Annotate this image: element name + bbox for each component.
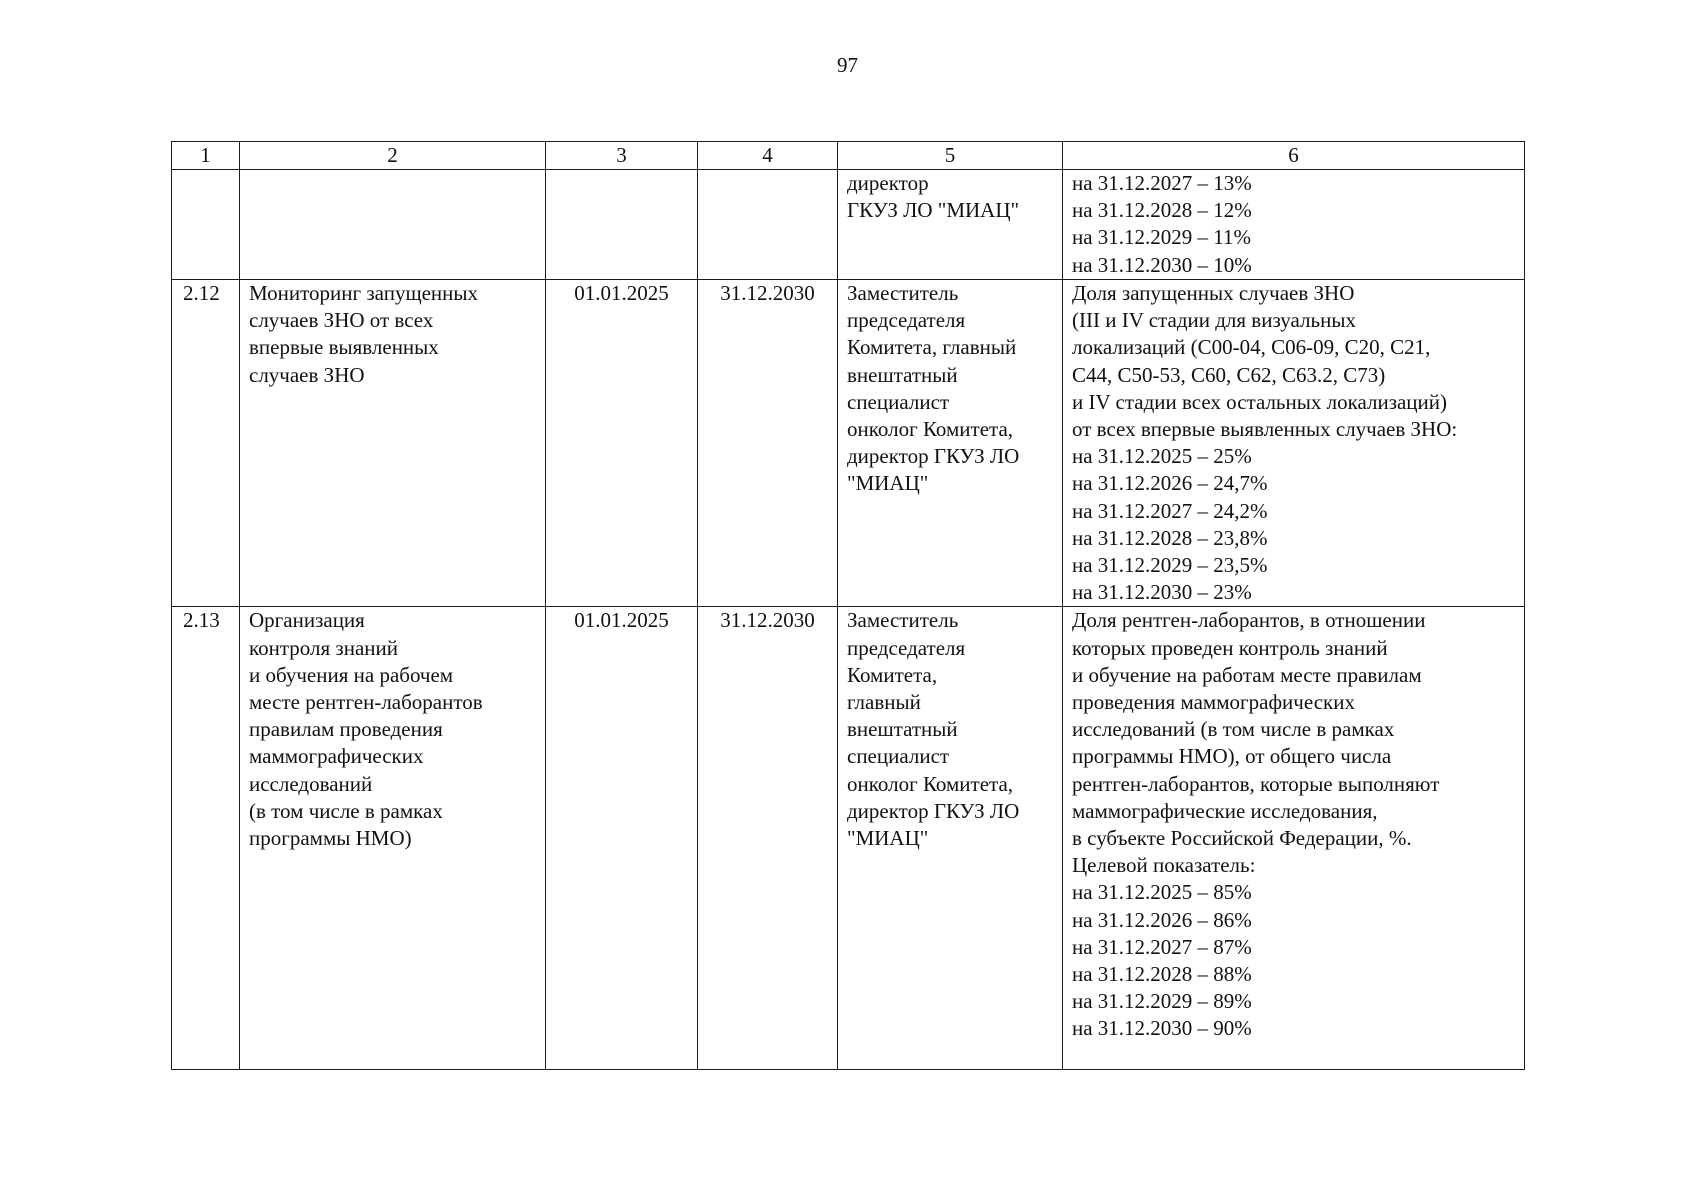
- text-line: на 31.12.2029 – 89%: [1072, 989, 1252, 1014]
- text-line: и обучение на работам месте правилам: [1072, 662, 1422, 687]
- text-line: Комитета, главный: [847, 335, 1017, 360]
- text-line: рентген-лаборантов, которые выполняют: [1072, 771, 1440, 796]
- text-line: директор ГКУЗ ЛО: [847, 444, 1020, 469]
- cell-end-date: 31.12.2030: [698, 280, 838, 607]
- measures-table: [171, 141, 1525, 1070]
- text-line: на 31.12.2030 – 10%: [1072, 252, 1252, 277]
- cell-end-date: [698, 170, 838, 280]
- text-line: программы НМО), от общего числа: [1072, 744, 1392, 769]
- text-line: на 31.12.2026 – 86%: [1072, 907, 1252, 932]
- text-line: на 31.12.2028 – 12%: [1072, 198, 1252, 223]
- text-line: на 31.12.2026 – 24,7%: [1072, 471, 1268, 496]
- text-line: "МИАЦ": [847, 826, 929, 851]
- cell-start-date: 01.01.2025: [546, 607, 698, 1070]
- cell-indicator: [1063, 607, 1525, 1070]
- cell-end-date: 31.12.2030: [698, 607, 838, 1070]
- text-line: Организация: [249, 608, 365, 633]
- cell-responsible: [838, 170, 1063, 280]
- text-line: Мониторинг запущенных: [249, 281, 479, 305]
- text-line: исследований: [249, 771, 373, 796]
- text-line: и обучения на рабочем: [249, 662, 454, 687]
- text-line: на 31.12.2027 – 13%: [1072, 171, 1252, 195]
- text-line: председателя: [847, 635, 966, 660]
- text-line: председателя: [847, 308, 966, 333]
- text-line: Заместитель: [847, 281, 959, 305]
- text-line: директор: [847, 171, 929, 195]
- column-header: 1: [172, 142, 240, 170]
- text-line: онколог Комитета,: [847, 771, 1014, 796]
- text-line: Целевой показатель:: [1072, 853, 1256, 878]
- text-line: на 31.12.2025 – 25%: [1072, 444, 1252, 469]
- text-line: впервые выявленных: [249, 335, 439, 360]
- text-line: локализаций (С00-04, С06-09, С20, С21,: [1072, 335, 1431, 360]
- text-line: внештатный: [847, 362, 958, 387]
- cell-number: 2.12: [172, 280, 240, 607]
- text-line: на 31.12.2027 – 24,2%: [1072, 498, 1268, 523]
- text-line: исследований (в том числе в рамках: [1072, 717, 1395, 742]
- text-line: на 31.12.2028 – 88%: [1072, 962, 1252, 987]
- cell-start-date: 01.01.2025: [546, 280, 698, 607]
- text-line: которых проведен контроль знаний: [1072, 635, 1388, 660]
- cell-number: [172, 170, 240, 280]
- text-line: ГКУЗ ЛО "МИАЦ": [847, 198, 1020, 223]
- text-line: на 31.12.2030 – 23%: [1072, 580, 1252, 605]
- column-header: 5: [838, 142, 1063, 170]
- table-row: [172, 280, 1525, 607]
- cell-responsible: [838, 607, 1063, 1070]
- text-line: Заместитель: [847, 608, 959, 633]
- text-line: С44, С50-53, С60, С62, С63.2, С73): [1072, 362, 1386, 387]
- text-line: месте рентген-лаборантов: [249, 690, 483, 715]
- table-row: [172, 607, 1525, 1070]
- cell-measure-name: [240, 280, 546, 607]
- text-line: внештатный: [847, 717, 958, 742]
- text-line: (III и IV стадии для визуальных: [1072, 308, 1356, 333]
- text-line: контроля знаний: [249, 635, 398, 660]
- text-line: и IV стадии всех остальных локализаций): [1072, 389, 1448, 414]
- text-line: (в том числе в рамках: [249, 798, 443, 823]
- text-line: на 31.12.2030 – 90%: [1072, 1016, 1252, 1041]
- cell-indicator: [1063, 170, 1525, 280]
- text-line: специалист: [847, 744, 950, 769]
- page-number: 97: [837, 53, 858, 77]
- cell-measure-name: [240, 607, 546, 1070]
- text-line: проведения маммографических: [1072, 690, 1355, 715]
- text-line: от всех впервые выявленных случаев ЗНО:: [1072, 417, 1458, 442]
- text-line: случаев ЗНО: [249, 362, 365, 387]
- text-line: на 31.12.2025 – 85%: [1072, 880, 1252, 905]
- text-line: Доля запущенных случаев ЗНО: [1072, 281, 1355, 305]
- cell-responsible: [838, 280, 1063, 607]
- text-line: в субъекте Российской Федерации, %.: [1072, 826, 1412, 851]
- text-line: маммографические исследования,: [1072, 798, 1378, 823]
- text-line: специалист: [847, 389, 950, 414]
- text-line: Доля рентген-лаборантов, в отношении: [1072, 608, 1426, 633]
- column-header: 6: [1063, 142, 1525, 170]
- cell-start-date: [546, 170, 698, 280]
- cell-indicator: [1063, 280, 1525, 607]
- text-line: программы НМО): [249, 826, 412, 851]
- text-line: маммографических: [249, 744, 424, 769]
- text-line: правилам проведения: [249, 717, 443, 742]
- text-line: Комитета,: [847, 662, 938, 687]
- column-header: 4: [698, 142, 838, 170]
- column-header: 2: [240, 142, 546, 170]
- text-line: "МИАЦ": [847, 471, 929, 496]
- text-line: случаев ЗНО от всех: [249, 308, 434, 333]
- text-line: онколог Комитета,: [847, 417, 1014, 442]
- table-row: [172, 170, 1525, 280]
- text-line: директор ГКУЗ ЛО: [847, 798, 1020, 823]
- text-line: главный: [847, 690, 921, 715]
- text-line: на 31.12.2029 – 11%: [1072, 225, 1252, 250]
- text-line: на 31.12.2029 – 23,5%: [1072, 553, 1268, 578]
- text-line: на 31.12.2027 – 87%: [1072, 934, 1252, 959]
- cell-measure-name: [240, 170, 546, 280]
- text-line: на 31.12.2028 – 23,8%: [1072, 525, 1268, 550]
- column-header: 3: [546, 142, 698, 170]
- cell-number: 2.13: [172, 607, 240, 1070]
- table-header-row: [172, 142, 1525, 170]
